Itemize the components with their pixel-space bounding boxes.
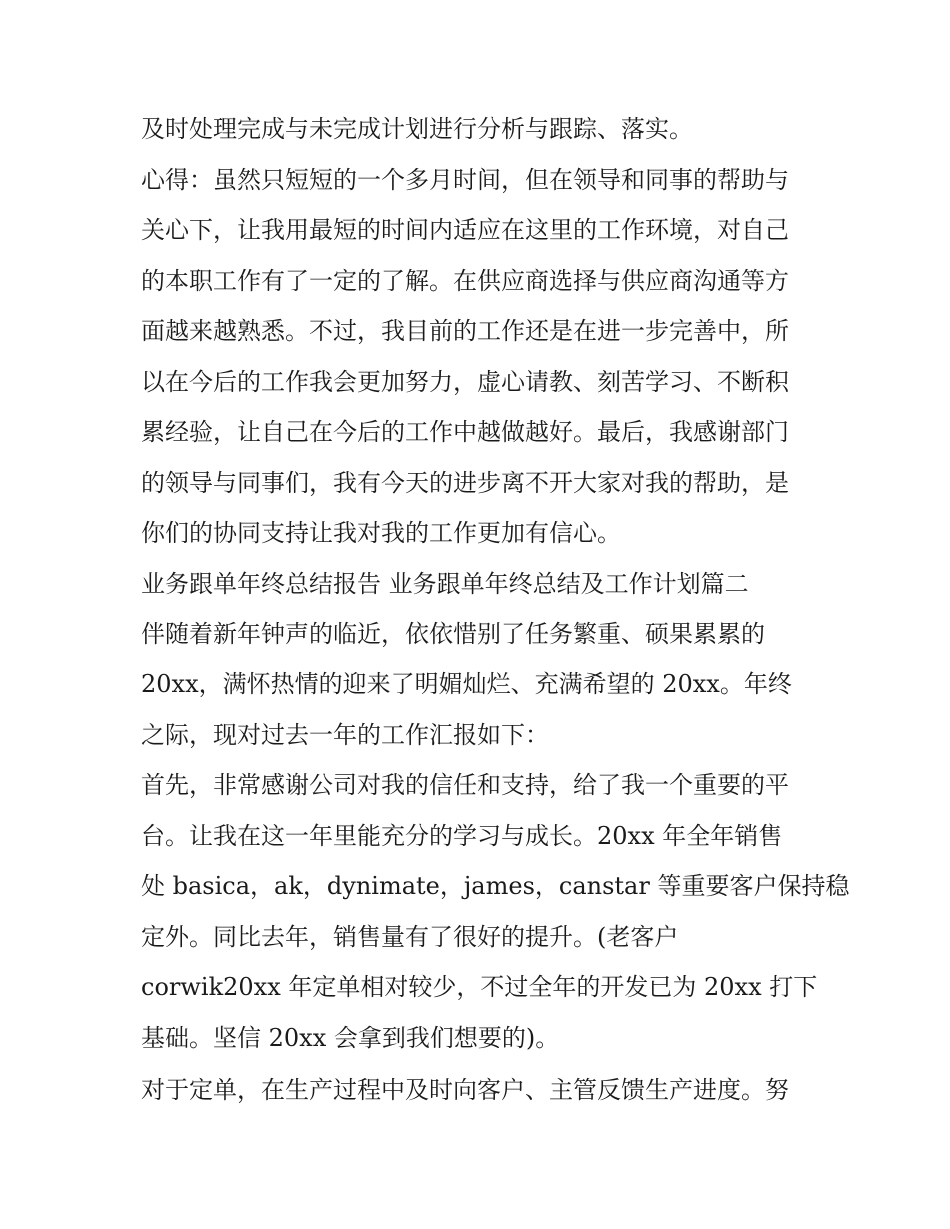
text-line-12: 20xx，满怀热情的迎来了明媚灿烂、充满希望的 20xx。年终 xyxy=(141,670,792,698)
text-line-19: 基础。坚信 20xx 会拿到我们想要的)。 xyxy=(141,1024,560,1052)
text-line-7: 累经验，让自己在今后的工作中越做越好。最后，我感谢部门 xyxy=(141,418,789,446)
text-line-17: 定外。同比去年，销售量有了很好的提升。(老客户 xyxy=(141,923,679,951)
text-line-5: 面越来越熟悉。不过，我目前的工作还是在进一步完善中，所 xyxy=(141,317,789,345)
text-line-1: 及时处理完成与未完成计划进行分析与跟踪、落实。 xyxy=(141,115,693,143)
section-heading: 业务跟单年终总结报告 业务跟单年终总结及工作计划篇二 xyxy=(141,570,749,598)
text-line-15: 台。让我在这一年里能充分的学习与成长。20xx 年全年销售 xyxy=(141,822,783,850)
text-line-6: 以在今后的工作我会更加努力，虚心请教、刻苦学习、不断积 xyxy=(141,368,789,396)
text-line-16: 处 basica，ak，dynimate，james，canstar 等重要客户保持稳 xyxy=(141,872,850,900)
text-line-3: 关心下，让我用最短的时间内适应在这里的工作环境，对自己 xyxy=(141,216,789,244)
text-line-8: 的领导与同事们，我有今天的进步离不开大家对我的帮助，是 xyxy=(141,469,789,497)
text-line-14: 首先，非常感谢公司对我的信任和支持，给了我一个重要的平 xyxy=(141,771,789,799)
text-line-9: 你们的协同支持让我对我的工作更加有信心。 xyxy=(141,519,621,547)
text-line-13: 之际，现对过去一年的工作汇报如下： xyxy=(141,721,549,749)
text-line-20: 对于定单，在生产过程中及时向客户、主管反馈生产进度。努 xyxy=(141,1076,789,1104)
text-line-11: 伴随着新年钟声的临近，依依惜别了任务繁重、硕果累累的 xyxy=(141,620,765,648)
text-line-4: 的本职工作有了一定的了解。在供应商选择与供应商沟通等方 xyxy=(141,267,789,295)
text-line-2: 心得：虽然只短短的一个多月时间，但在领导和同事的帮助与 xyxy=(141,166,789,194)
text-line-18: corwik20xx 年定单相对较少，不过全年的开发已为 20xx 打下 xyxy=(141,973,818,1001)
